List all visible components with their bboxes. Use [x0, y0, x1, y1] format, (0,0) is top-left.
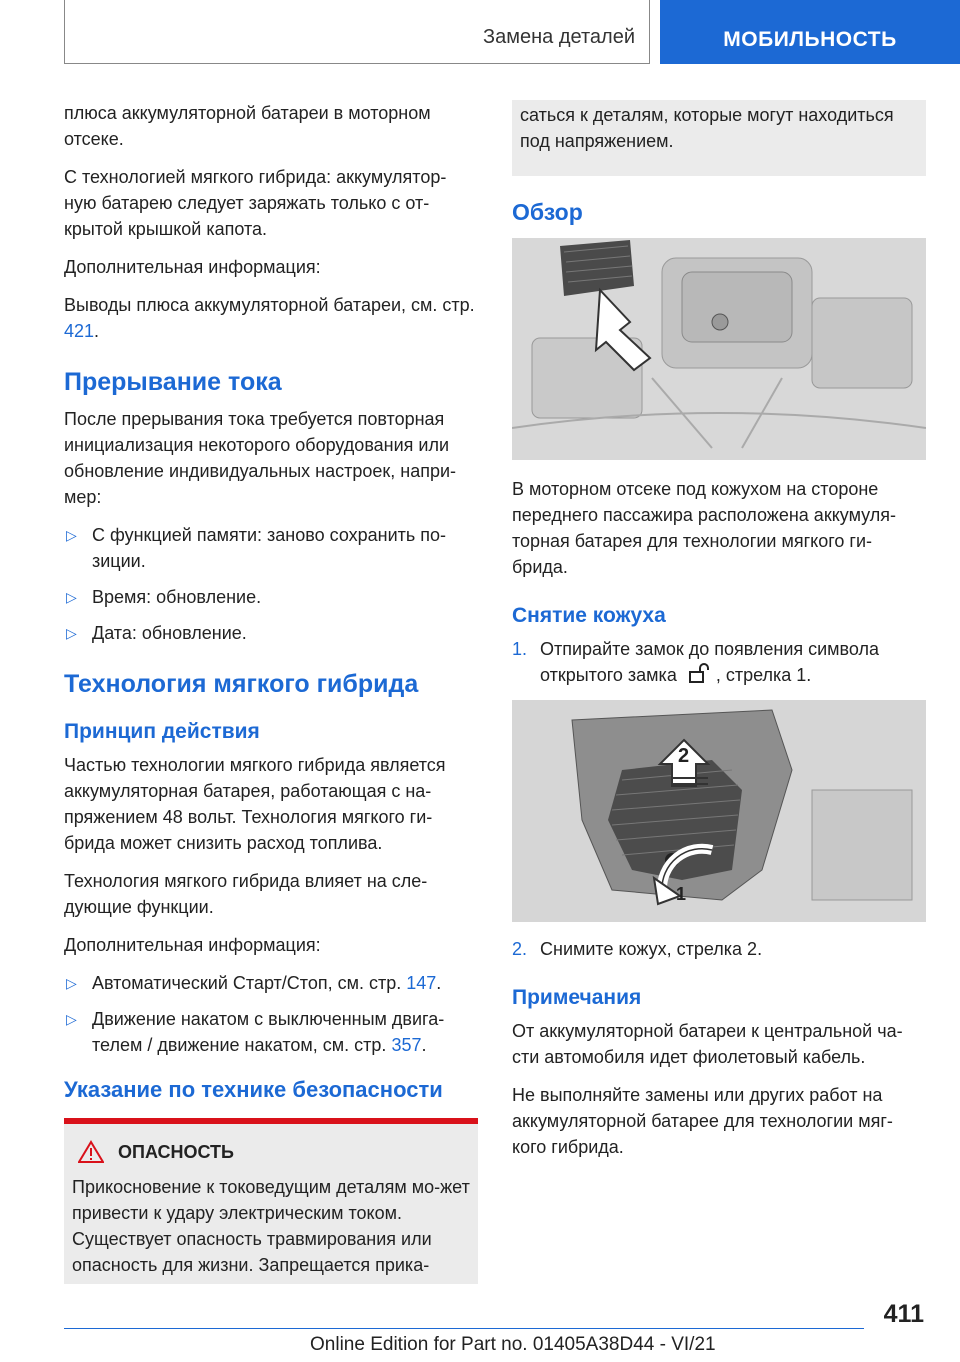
- left-column: [64, 100, 478, 1284]
- list-item: [64, 620, 478, 646]
- header-section-tab: [64, 0, 650, 64]
- heading-notes: Примечания: [512, 986, 642, 1009]
- step-text-end: , стрелка 1.: [715, 665, 812, 685]
- cover-removal-image: [512, 700, 926, 922]
- triangle-bullet-icon: ▷: [66, 527, 77, 543]
- steps-list: [512, 636, 926, 688]
- footer-divider: [64, 1328, 864, 1329]
- bullet-list: [64, 970, 478, 1058]
- danger-text-continued: саться к деталям, которые могут находиться под напряжением.: [520, 105, 894, 151]
- triangle-bullet-icon: ▷: [66, 625, 77, 641]
- heading-safety: Указание по технике безопасности: [64, 1077, 443, 1102]
- paragraph: В моторном отсеке под кожухом на стороне переднего пассажира расположена аккумуля-торная батарея для технологии мягкого ги-брида.: [512, 479, 896, 577]
- list-item-text: Время: обновление.: [92, 587, 262, 607]
- heading-interrupt: Прерывание тока: [64, 368, 282, 396]
- list-item: ▷ Автоматический Старт/Стоп, см. стр. 147.: [64, 970, 478, 996]
- list-item-text: Дата: обновление.: [92, 623, 247, 643]
- header-chapter-tab: [660, 0, 960, 64]
- paragraph: С технологией мягкого гибрида: аккумулятор-ную батарею следует заряжать только с от-крытой крышкой капота.: [64, 167, 447, 239]
- header-chapter-title: МОБИЛЬНОСТЬ: [723, 28, 897, 51]
- list-item-text: Автоматический Старт/Стоп, см. стр.: [92, 973, 407, 993]
- page-link[interactable]: 357: [391, 1035, 422, 1055]
- paragraph: Не выполняйте замены или других работ на аккумуляторной батарее для технологии мяг-кого гибрида.: [512, 1085, 893, 1157]
- engine-bay-image: [512, 238, 926, 460]
- list-item-text: С функцией памяти: заново сохранить по-зиции.: [92, 525, 447, 571]
- paragraph: плюса аккумуляторной батареи в моторном отсеке.: [64, 103, 431, 149]
- triangle-bullet-icon: ▷: [66, 1011, 77, 1027]
- heading-cover-removal: Снятие кожуха: [512, 604, 666, 627]
- heading-overview: Обзор: [512, 199, 583, 225]
- list-item: [64, 522, 478, 574]
- triangle-bullet-icon: ▷: [66, 589, 77, 605]
- list-item: [64, 584, 478, 610]
- page-number: 411: [883, 1300, 924, 1328]
- arrow-label-1: 1: [676, 884, 687, 904]
- heading-hybrid: Технология мягкого гибрида: [64, 670, 419, 698]
- list-item: ▷ Движение накатом с выключенным двига-телем / движение накатом, см. стр. 357.: [64, 1006, 478, 1058]
- page-link[interactable]: 421: [64, 321, 95, 341]
- footer-edition: Online Edition for Part no. 01405A38D44 - VI/21: [310, 1334, 716, 1355]
- step-item: [512, 936, 926, 962]
- paragraph: Дополнительная информация:: [64, 935, 321, 955]
- paragraph: Технология мягкого гибрида влияет на сле-дующие функции.: [64, 871, 428, 917]
- heading-principle: Принцип действия: [64, 720, 260, 743]
- paragraph: Частью технологии мягкого гибрида является аккумуляторная батарея, работающая с на-пряжением 48 вольт. Технология мягкого ги-брида может снизить расход топлива.: [64, 755, 446, 853]
- bullet-list: [64, 522, 478, 646]
- danger-title-text: ОПАСНОСТЬ: [118, 1141, 234, 1162]
- step-number: 1.: [512, 639, 528, 659]
- right-column: [512, 100, 926, 1172]
- paragraph: Дополнительная информация:: [64, 257, 321, 277]
- danger-box: [64, 1118, 478, 1284]
- step-item: [512, 636, 926, 688]
- danger-title: [72, 1140, 470, 1164]
- steps-list: [512, 936, 926, 962]
- arrow-label-2: 2: [678, 745, 690, 767]
- list-item-text: Движение накатом с выключенным двига-телем / движение накатом, см. стр.: [92, 1009, 445, 1055]
- paragraph: После прерывания тока требуется повторная инициализация некоторого оборудования или обновление индивидуальных настроек, напри-мер:: [64, 409, 457, 507]
- step-number: 2.: [512, 939, 528, 959]
- paragraph: От аккумуляторной батареи к центральной ча-сти автомобиля идет фиолетовый кабель.: [512, 1021, 903, 1067]
- text: Выводы плюса аккумуляторной батареи, см. стр.: [64, 295, 475, 315]
- step-text: Снимите кожух, стрелка 2.: [540, 939, 763, 959]
- danger-box-continued: [512, 100, 926, 176]
- cover-removal-illustration: [512, 700, 926, 922]
- paragraph: Выводы плюса аккумуляторной батареи, см. стр. 421.: [64, 295, 475, 341]
- step-text: Отпирайте замок до появления символа открытого замка: [540, 639, 880, 685]
- header-section-title: Замена деталей: [483, 26, 635, 48]
- danger-text: Прикосновение к токоведущим деталям мо-жет привести к удару электрическим током. Существует опасность травмирования или опасность для жизни. Запрещается прика-: [72, 1177, 470, 1275]
- engine-bay-illustration: [512, 238, 926, 460]
- warning-triangle-icon: [78, 1140, 104, 1164]
- page-link[interactable]: 147: [406, 973, 437, 993]
- open-lock-icon: [688, 662, 710, 684]
- triangle-bullet-icon: ▷: [66, 975, 77, 991]
